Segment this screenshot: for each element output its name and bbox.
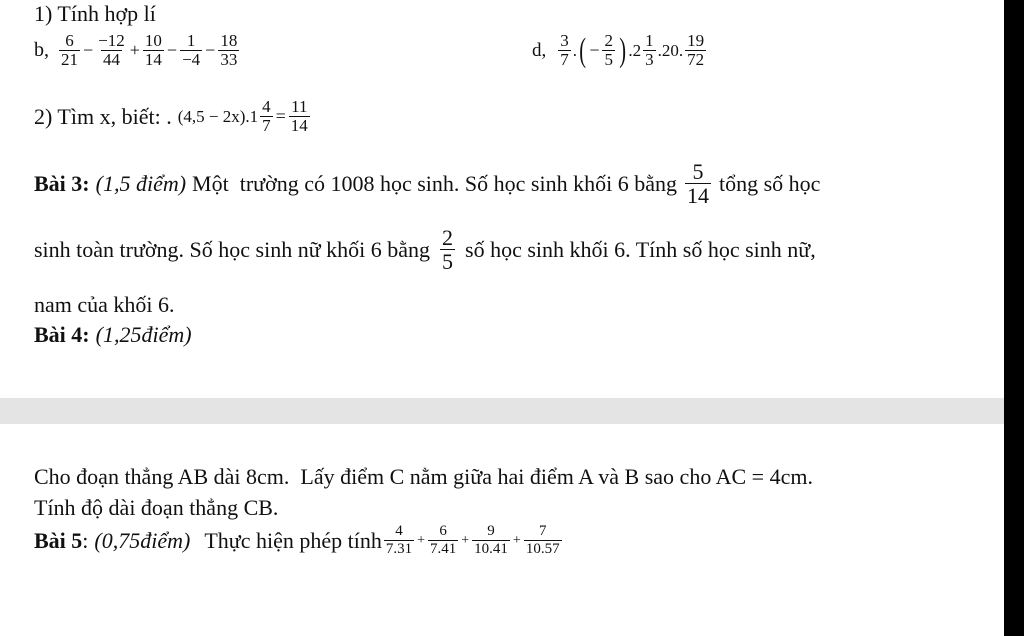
numerator: 6 [439, 523, 447, 539]
denominator: 7 [560, 49, 569, 69]
q2-expr: (4,5 − 2x).1 [177, 106, 259, 126]
bai3-text2: tổng số học [718, 171, 821, 197]
bai3-text1: Một trường có 1008 học sinh. Số học sinh khối 6 bằng [192, 171, 677, 197]
numerator: 1 [186, 31, 196, 50]
q1d-expression [532, 32, 708, 70]
denominator: 7.31 [385, 540, 413, 557]
q1b-expression [34, 32, 241, 70]
numerator: 2 [442, 225, 454, 250]
bai4-text2: Tính độ dài đoạn thẳng CB. [34, 495, 279, 520]
fraction [685, 160, 711, 208]
mixed-whole: .2 [628, 40, 642, 60]
denominator: 14 [144, 49, 162, 69]
numerator: −12 [98, 31, 125, 50]
denominator: 5 [442, 249, 454, 275]
fraction [260, 98, 273, 136]
middle-term: .20. [657, 40, 684, 60]
bai4-heading [34, 322, 192, 348]
denominator: −4 [182, 49, 201, 69]
q1b-label: b, [34, 39, 49, 62]
q1-title-text: 1) Tính hợp lí [34, 1, 156, 26]
operator: − [166, 40, 178, 61]
numerator: 4 [262, 97, 271, 116]
bai3-text4: số học sinh khối 6. Tính số học sinh nữ, [465, 237, 816, 263]
fraction [180, 32, 202, 70]
right-paren: ) [619, 31, 627, 69]
bai3-text5: nam của khối 6. [34, 292, 175, 317]
q1d-label: d, [532, 39, 547, 61]
bai4-text1: Cho đoạn thẳng AB dài 8cm. Lấy điểm C nằm giữa hai điểm A và B sao cho AC = 4cm. [34, 464, 813, 489]
bai5-line [34, 524, 564, 557]
q2-label: 2) Tìm x, biết: . [34, 103, 172, 129]
fraction [218, 32, 239, 70]
numerator: 18 [220, 31, 238, 50]
numerator: 7 [538, 523, 547, 539]
denominator: 44 [102, 49, 120, 69]
fraction [440, 226, 455, 274]
bai5-label: Bài 5 [34, 527, 83, 553]
fraction [428, 524, 458, 557]
bai3-line2 [34, 226, 816, 274]
numerator: 10 [144, 31, 162, 50]
denominator: 10.57 [525, 540, 560, 557]
numerator: 11 [291, 97, 308, 116]
numerator: 5 [692, 159, 704, 184]
numerator: 4 [395, 523, 403, 539]
fraction [558, 32, 571, 70]
denominator: 33 [220, 49, 238, 69]
bai3-points: (1,5 điểm) [95, 171, 187, 197]
operator: + [129, 40, 140, 61]
numerator: 9 [487, 523, 495, 539]
dot: . [572, 40, 577, 60]
document-page-2 [0, 424, 1004, 636]
operator: − [205, 40, 216, 61]
q1-title [34, 1, 156, 27]
page-gap [0, 398, 1004, 424]
fraction [524, 524, 562, 557]
left-paren: ( [579, 31, 587, 69]
fraction [143, 32, 164, 70]
plus-sign: + [512, 532, 521, 548]
equals-sign: = [275, 106, 286, 127]
fraction [643, 32, 656, 70]
denominator: 14 [290, 115, 308, 135]
bai3-line1 [34, 160, 820, 208]
bai5-points: (0,75điểm) [94, 527, 191, 553]
fraction [59, 32, 80, 70]
numerator: 6 [65, 31, 74, 50]
fraction [602, 32, 615, 70]
bai4-label: Bài 4: [34, 322, 90, 347]
bai3-label: Bài 3: [34, 171, 90, 197]
minus-sign: − [589, 40, 600, 61]
denominator: 14 [686, 183, 709, 209]
plus-sign: + [461, 532, 470, 548]
denominator: 10.41 [474, 540, 508, 557]
operator: − [83, 40, 94, 61]
numerator: 2 [604, 31, 613, 50]
fraction [384, 524, 414, 557]
numerator: 1 [645, 31, 654, 50]
fraction [685, 32, 706, 70]
numerator: 3 [560, 31, 569, 50]
bai5-colon: : [82, 527, 89, 553]
bai4-line2 [34, 495, 278, 521]
denominator: 21 [61, 49, 78, 69]
denominator: 7 [262, 115, 271, 135]
dark-side-strip [1004, 0, 1024, 636]
denominator: 7.41 [430, 540, 457, 557]
bai4-line1 [34, 464, 813, 490]
bai5-text: Thực hiện phép tính [204, 527, 382, 553]
fraction [289, 98, 310, 136]
bai4-points: (1,25điểm) [95, 322, 192, 347]
denominator: 5 [604, 49, 613, 69]
bai3-line3 [34, 292, 175, 318]
denominator: 3 [645, 49, 654, 69]
numerator: 19 [687, 31, 705, 50]
q2-expression [34, 98, 312, 136]
bai3-text3: sinh toàn trường. Số học sinh nữ khối 6 bằng [34, 237, 431, 263]
fraction [472, 524, 510, 557]
denominator: 72 [687, 49, 705, 69]
plus-sign: + [417, 532, 425, 548]
fraction [96, 32, 127, 70]
